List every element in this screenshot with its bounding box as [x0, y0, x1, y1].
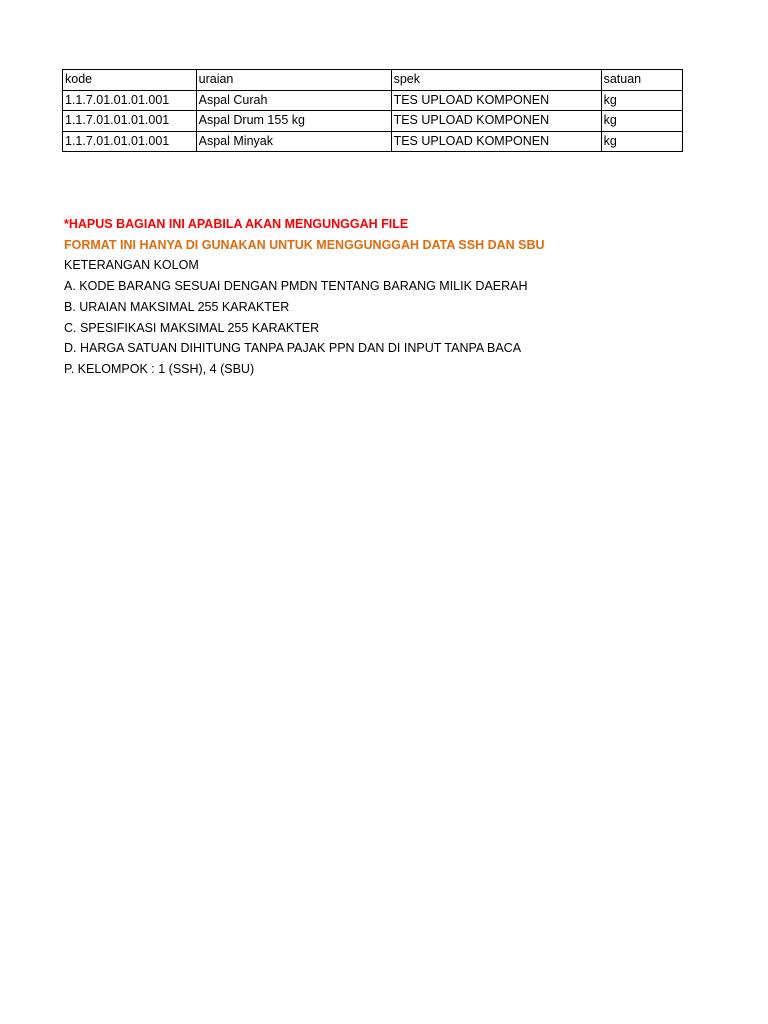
cell-spek[interactable]: TES UPLOAD KOMPONEN: [391, 131, 601, 152]
cell-satuan[interactable]: kg: [601, 131, 682, 152]
cell-uraian[interactable]: Aspal Drum 155 kg: [196, 111, 391, 132]
header-satuan[interactable]: satuan: [601, 70, 682, 91]
cell-spek[interactable]: TES UPLOAD KOMPONEN: [391, 90, 601, 111]
cell-kode[interactable]: 1.1.7.01.01.01.001: [63, 131, 197, 152]
table-row: [63, 111, 683, 132]
table-header-row: [63, 70, 683, 91]
header-spek[interactable]: spek: [391, 70, 601, 91]
column-note-item: P. KELOMPOK : 1 (SSH), 4 (SBU): [64, 361, 255, 376]
delete-warning-note: *HAPUS BAGIAN INI APABILA AKAN MENGUNGGAH FILE: [64, 217, 409, 231]
column-note-item: A. KODE BARANG SESUAI DENGAN PMDN TENTANG BARANG MILIK DAERAH: [64, 279, 528, 294]
cell-spek[interactable]: TES UPLOAD KOMPONEN: [391, 111, 601, 132]
cell-uraian[interactable]: Aspal Minyak: [196, 131, 391, 152]
cell-kode[interactable]: 1.1.7.01.01.01.001: [63, 111, 197, 132]
column-notes-heading: KETERANGAN KOLOM: [64, 258, 199, 273]
table-row: [63, 90, 683, 111]
cell-satuan[interactable]: kg: [601, 90, 682, 111]
header-uraian[interactable]: uraian: [196, 70, 391, 91]
format-usage-note: FORMAT INI HANYA DI GUNAKAN UNTUK MENGGUNGGAH DATA SSH DAN SBU: [64, 237, 545, 252]
column-note-item: B. URAIAN MAKSIMAL 255 KARAKTER: [64, 299, 290, 314]
header-kode[interactable]: kode: [63, 70, 197, 91]
column-note-item: D. HARGA SATUAN DIHITUNG TANPA PAJAK PPN DAN DI INPUT TANPA BACA: [64, 341, 522, 356]
table-row: [63, 131, 683, 152]
column-note-item: C. SPESIFIKASI MAKSIMAL 255 KARAKTER: [64, 320, 320, 335]
notes-section: [64, 214, 545, 380]
cell-kode[interactable]: 1.1.7.01.01.01.001: [63, 90, 197, 111]
cell-satuan[interactable]: kg: [601, 111, 682, 132]
data-table: [62, 69, 683, 152]
cell-uraian[interactable]: Aspal Curah: [196, 90, 391, 111]
